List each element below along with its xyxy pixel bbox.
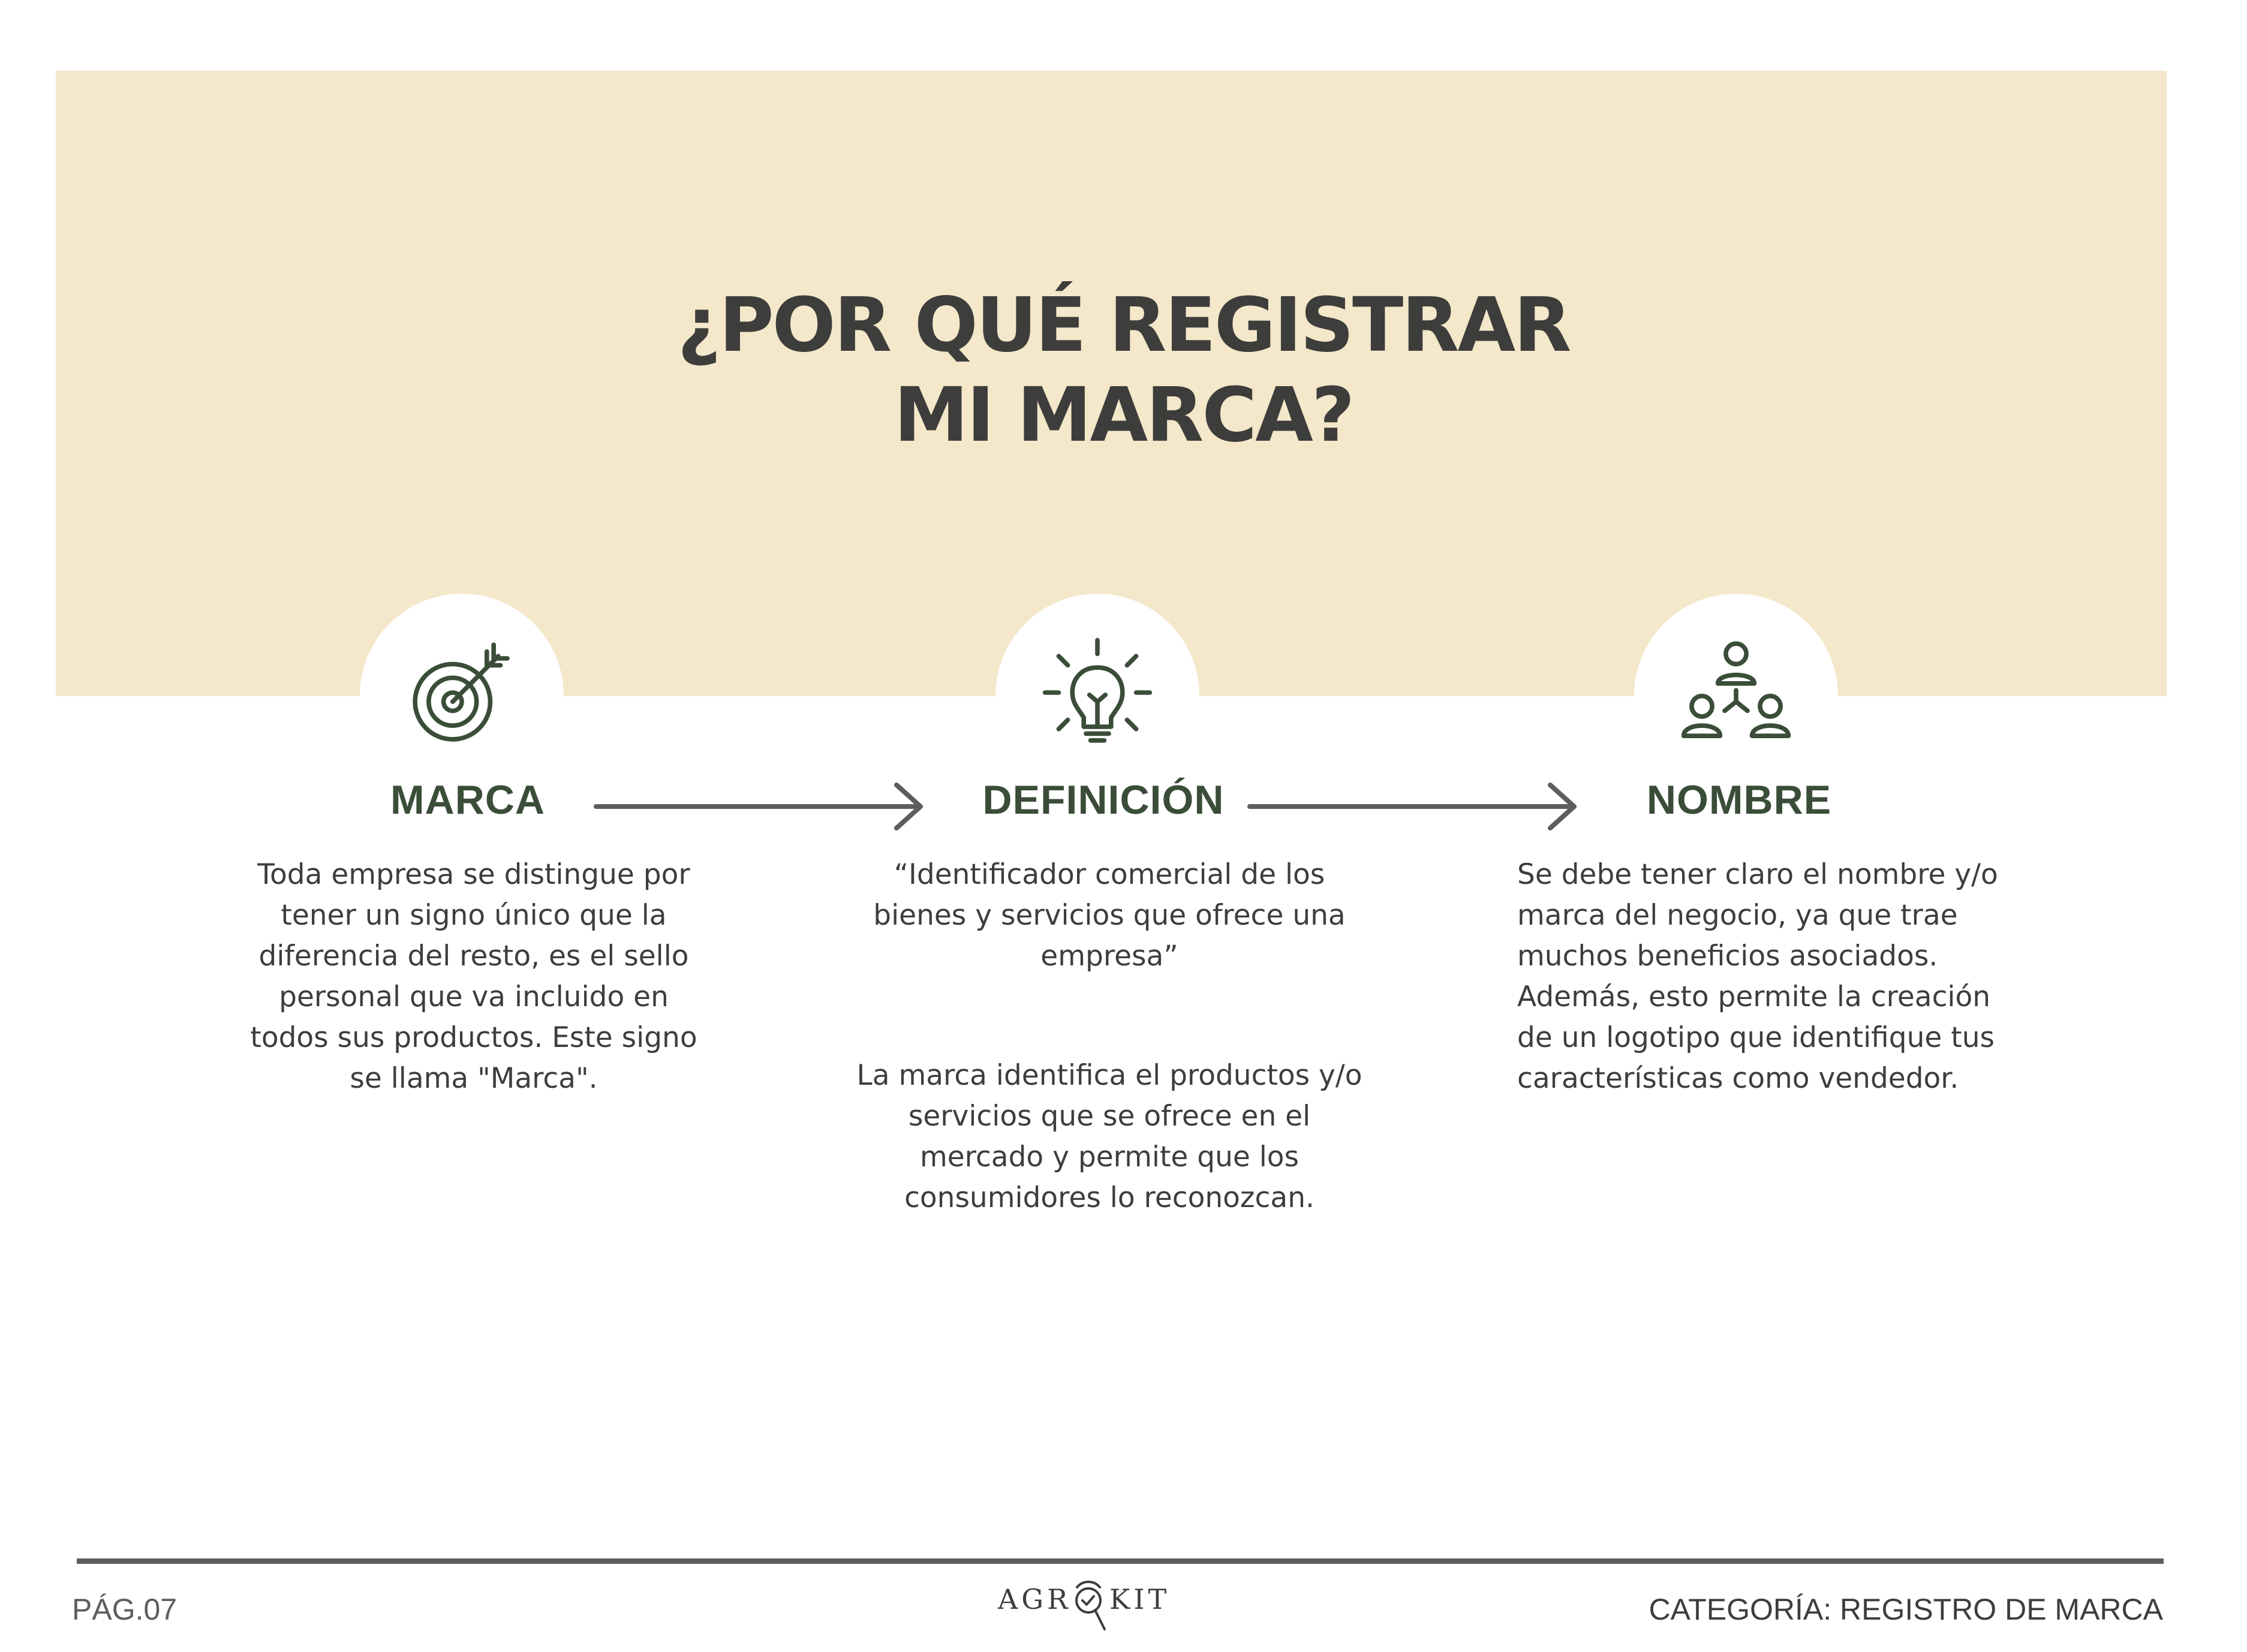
step-text-definicion: La marca identifica el productos y/o servicios que se ofrece en el mercado y permite que los consumidores lo reconozcan. <box>856 1059 1362 1214</box>
svg-text:KIT: KIT <box>1109 1583 1171 1615</box>
page-title <box>0 281 2247 461</box>
step-title-marca: MARCA <box>390 777 546 823</box>
people-network-icon <box>1679 636 1793 750</box>
step-title-nombre: NOMBRE <box>1646 777 1832 823</box>
category-label: CATEGORÍA: REGISTRO DE MARCA <box>1649 1593 2163 1626</box>
step-quote-definicion: “Identificador comercial de los bienes y servicios que ofrece una empresa” <box>873 858 1346 973</box>
page-number: PÁG.07 <box>72 1593 178 1626</box>
svg-text:AGR: AGR <box>998 1583 1072 1615</box>
title-line-2: MI MARCA? <box>894 372 1353 459</box>
lightbulb-icon <box>1040 636 1154 750</box>
step-text-marca: Toda empresa se distingue por tener un signo único que la diferencia del resto, es el sello personal que va incluido en todos sus productos. Este signo se llama "Marca". <box>250 858 697 1095</box>
target-icon-circle <box>360 594 564 798</box>
title-line-1: ¿POR QUÉ REGISTRAR <box>677 282 1570 369</box>
lightbulb-icon-circle <box>995 594 1199 798</box>
step-title-definicion: DEFINICIÓN <box>982 777 1225 823</box>
arrow-right-icon <box>1247 783 1583 830</box>
target-icon <box>405 636 519 750</box>
agrokit-logo <box>995 1574 1175 1640</box>
people-network-icon-circle <box>1634 594 1838 798</box>
arrow-right-icon <box>594 783 930 830</box>
footer-divider <box>77 1558 2164 1564</box>
step-text-nombre: Se debe tener claro el nombre y/o marca del negocio, ya que trae muchos beneficios asociados. Además, esto permite la creación de un logotipo que identifique tus características como vendedor. <box>1517 858 1998 1095</box>
